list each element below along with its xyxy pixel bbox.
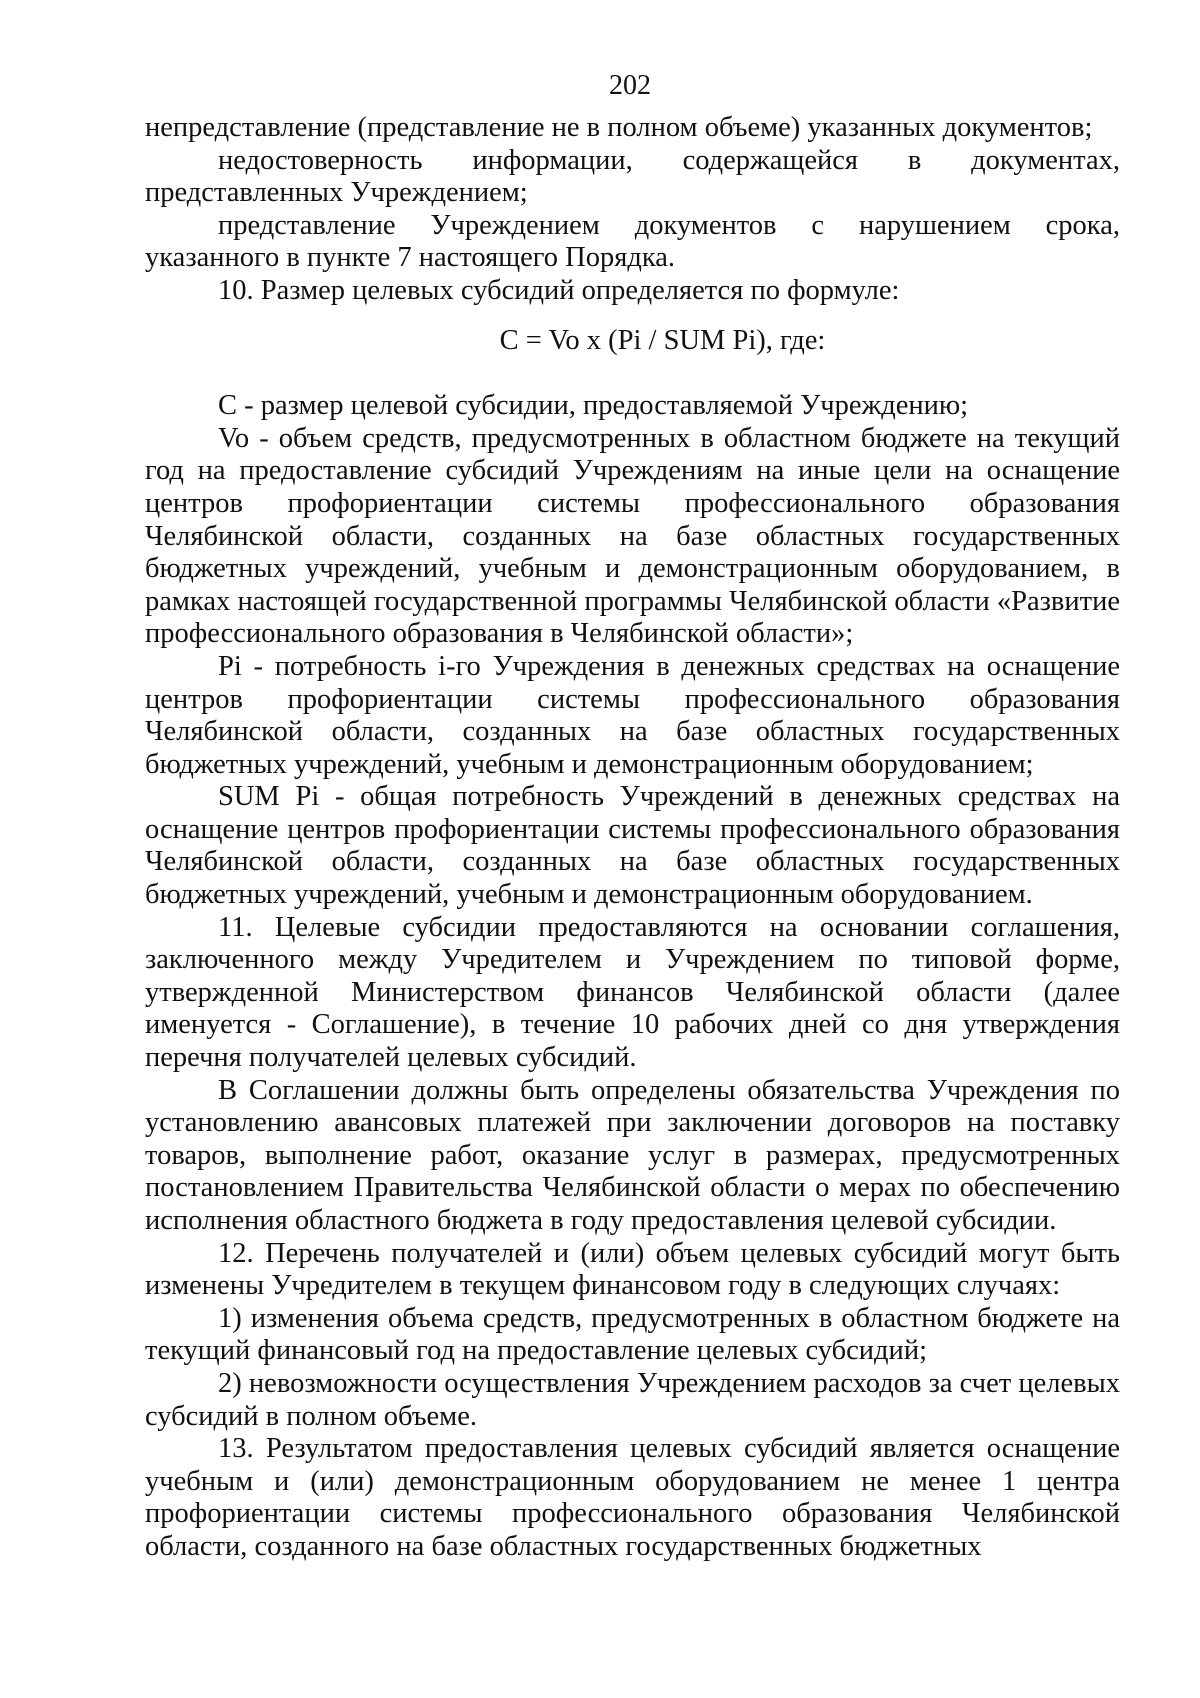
paragraph-nonsubmission: непредставление (представление не в полном объеме) указанных документов; — [145, 112, 1093, 143]
paragraph-unreliable-info: недостоверность информации, содержащейся в документах, представленных Учреждением; — [145, 144, 1120, 209]
paragraph-10-formula-intro: 10. Размер целевых субсидий определяется по формуле: — [218, 274, 900, 306]
paragraph-def-sum-pi: SUM Pi - общая потребность Учреждений в денежных средствах на оснащение центров профориентации системы профессионального образования Челябинской области, созданных на базе областных государственных бюджетных учреждений, учебным и демонстрационным оборудованием. — [145, 781, 1120, 911]
paragraph-12-case-1: 1) изменения объема средств, предусмотренных в областном бюджете на текущий финансовый год на предоставление целевых субсидий; — [145, 1302, 1120, 1367]
paragraph-13-result: 13. Результатом предоставления целевых субсидий является оснащение учебным и (или) демонстрационным оборудованием не менее 1 центра профориентации системы профессионального образования Челябинской области, созданного на базе областных государственных бюджетных — [145, 1433, 1120, 1562]
paragraph-12-case-2: 2) невозможности осуществления Учреждением расходов за счет целевых субсидий в полном объеме. — [145, 1367, 1120, 1432]
paragraph-12-changes: 12. Перечень получателей и (или) объем целевых субсидий могут быть изменены Учредителем в текущем финансовом году в следующих случаях: — [145, 1237, 1120, 1302]
page-number: 202 — [609, 70, 651, 101]
formula: C = Vo x (Pi / SUM Pi), где: — [499, 324, 826, 356]
paragraph-agreement-obligations: В Соглашении должны быть определены обязательства Учреждения по установлению авансовых платежей при заключении договоров на поставку товаров, выполнение работ, оказание услуг в размерах, предусмотренных постановлением Правительства Челябинской области о мерах по обеспечению исполнения областного бюджета в году предоставления целевой субсидии. — [145, 1074, 1120, 1236]
document-body — [145, 112, 1120, 1564]
paragraph-late-submission: представление Учреждением документов с нарушением срока, указанного в пункте 7 настоящего Порядка. — [145, 209, 1120, 274]
paragraph-def-pi: Pi - потребность i-го Учреждения в денежных средствах на оснащение центров профориентации системы профессионального образования Челябинской области, созданных на базе областных государственных бюджетных учреждений, учебным и демонстрационным оборудованием; — [145, 650, 1120, 780]
paragraph-11-agreement: 11. Целевые субсидии предоставляются на основании соглашения, заключенного между Учредителем и Учреждением по типовой форме, утвержденной Министерством финансов Челябинской области (далее именуется - Соглашение), в течение 10 рабочих дней со дня утверждения перечня получателей целевых субсидий. — [145, 911, 1120, 1074]
paragraph-def-c: C - размер целевой субсидии, предоставляемой Учреждению; — [218, 390, 969, 422]
paragraph-def-vo: Vo - объем средств, предусмотренных в областном бюджете на текущий год на предоставление субсидий Учреждениям на иные цели на оснащение центров профориентации системы профессионального образования Челябинской области, созданных на базе областных государственных бюджетных учреждений, учебным и демонстрационным оборудованием, в рамках настоящей государственной программы Челябинской области «Развитие профессионального образования в Челябинской области»; — [145, 422, 1120, 650]
